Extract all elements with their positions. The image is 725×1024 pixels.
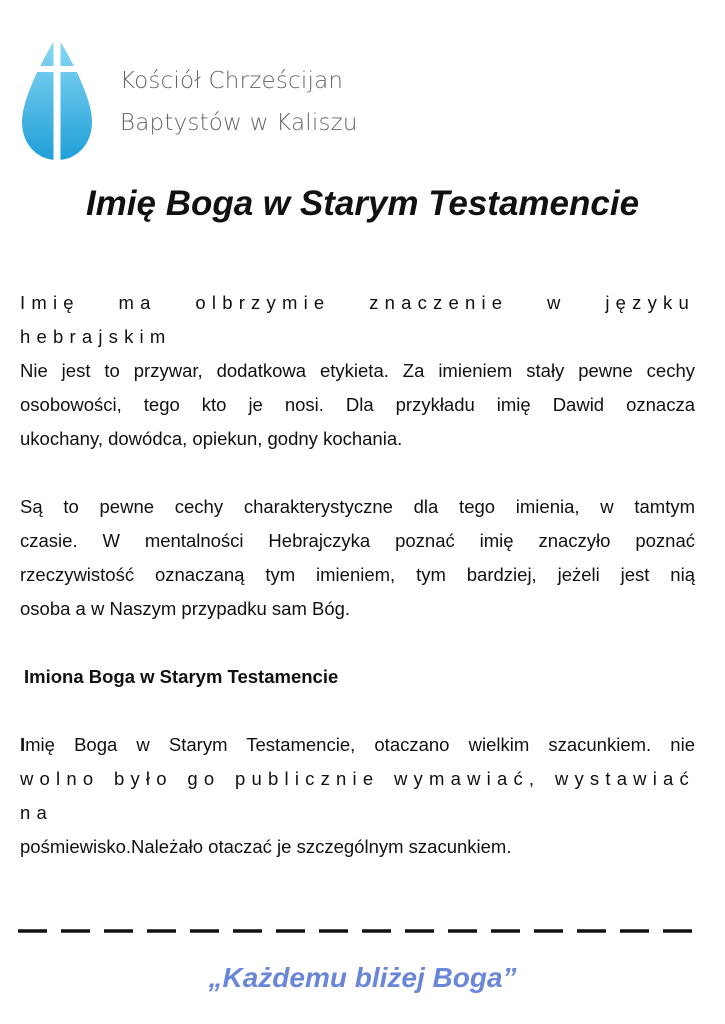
paragraph-1-line-4: ukochany, dowódca, opiekun, godny kochania. bbox=[20, 428, 403, 449]
document-body bbox=[20, 286, 695, 864]
drop-cross-logo-icon bbox=[22, 36, 92, 160]
paragraph-3-line-3: pośmiewisko.Należało otaczać je szczególnym szacunkiem. bbox=[20, 836, 512, 857]
section-subheading: Imiona Boga w Starym Testamencie bbox=[24, 666, 339, 687]
paragraph-2-line-3: rzeczywistość oznaczaną tym imieniem, tym bardziej, jeżeli jest nią bbox=[20, 564, 695, 585]
org-name-line2: Baptystów w Kaliszu bbox=[120, 110, 358, 136]
paragraph-1-line-2: Nie jest to przywar, dodatkowa etykieta. Za imieniem stały pewne cechy bbox=[20, 360, 695, 381]
paragraph-2-line-1: Są to pewne cechy charakterystyczne dla tego imienia, w tamtym bbox=[20, 496, 695, 517]
page-title: Imię Boga w Starym Testamencie bbox=[85, 184, 640, 223]
paragraph-2-line-4: osoba a w Naszym przypadku sam Bóg. bbox=[20, 598, 351, 619]
paragraph-1-line-1: Imię ma olbrzymie znaczenie w języku hebrajskim bbox=[20, 292, 695, 347]
paragraph-2-line-2: czasie. W mentalności Hebrajczyka poznać imię znaczyło poznać bbox=[20, 530, 695, 551]
footer-motto: „Każdemu bliżej Boga” bbox=[208, 962, 517, 993]
paragraph-3-line-1 bbox=[20, 728, 695, 762]
org-name-line1: Kościół Chrześcijan bbox=[120, 68, 344, 94]
dashed-divider bbox=[18, 927, 693, 935]
paragraph-3-line-1-text: mię Boga w Starym Testamencie, otaczano wielkim szacunkiem. nie bbox=[25, 734, 695, 755]
paragraph-3-initial: I bbox=[20, 734, 26, 755]
paragraph-1-line-3: osobowości, tego kto je nosi. Dla przykładu imię Dawid oznacza bbox=[20, 394, 695, 415]
paragraph-3-line-2: wolno było go publicznie wymawiać, wystawiać na bbox=[20, 768, 695, 823]
